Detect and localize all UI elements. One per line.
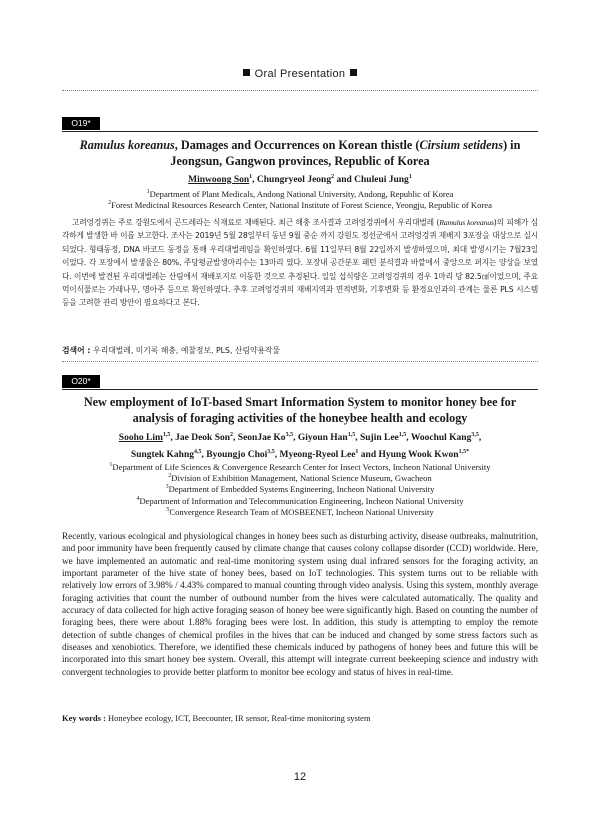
affiliation bbox=[62, 496, 538, 507]
section-header bbox=[0, 68, 600, 80]
keywords-o19 bbox=[62, 345, 538, 357]
author-name: Giyoun Han bbox=[297, 433, 348, 443]
abstract-title-o20: New employment of IoT-based Smart Information System to monitor honey bee for analysis of foraging activities of the honeybee health and ecology bbox=[83, 395, 517, 425]
author-sup: 3,5 bbox=[285, 431, 294, 438]
body-text: 고려엉겅퀴는 주로 강원도에서 곤드레라는 식재료로 재배된다. 최근 해충 조사결과 고려엉겅퀴에서 우리대벌레 ( bbox=[72, 218, 440, 227]
abstract-title-o19 bbox=[62, 137, 538, 169]
affiliation-sup: 5 bbox=[166, 506, 170, 513]
affiliation bbox=[62, 200, 538, 211]
square-bullet-icon bbox=[243, 69, 250, 76]
author-name: Chuleui Jung bbox=[354, 175, 409, 185]
affiliation-sup: 1 bbox=[109, 462, 113, 469]
author-line: Sungtek Kahng$^{4,5}$, Byoungjo Choi$^{3,5}$, Myeong-Ryeol Lee$^1$ and Hyung Wook Kwon$^{1,5*}$ bbox=[130, 448, 470, 460]
author-sup: 2 bbox=[331, 173, 335, 180]
title-species: Ramulus koreanus bbox=[79, 138, 175, 152]
page-number: 12 bbox=[293, 771, 307, 783]
author-name: Hyung Wook Kwon bbox=[378, 450, 459, 460]
affiliations-o19 bbox=[62, 189, 538, 211]
author-sup: 1,5 bbox=[347, 431, 356, 438]
body-species: Ramulus koreanus bbox=[439, 218, 494, 227]
affiliation bbox=[62, 462, 538, 473]
affiliation-sup: 3 bbox=[165, 484, 169, 491]
author-sup: 2 bbox=[230, 431, 234, 438]
affiliation bbox=[62, 484, 538, 495]
author-name: Minwoong Son bbox=[188, 175, 250, 185]
abstract-badge-o20: O20* bbox=[62, 375, 100, 388]
author-sup: 4,5 bbox=[194, 448, 202, 455]
affiliation-text: Department of Life Sciences & Convergence Research Center for Insect Vectors, Incheon National University bbox=[112, 462, 491, 472]
author-separator: , bbox=[252, 175, 257, 185]
body-text: )의 피해가 심각하게 발생한 바 이를 보고한다. 조사는 2019년 5월 28일부터 동년 9월 중순 까지 강원도 정선군에서 고려엉겅퀴 재배지 3포장을 대상으로 실시되었다. 형태동정, DNA 바코드 동정을 통해 우리대벌레임을 확인하였다. 6월 11일부터 8월 22일까지 발생하였으며, 최대 발생시기는 7월23일 이었다. 각 포장에서 발생율은 80%, 주당평균발생마리수는 13마리 였다. 포장내 공간분포 패턴 분석결과 바깥에서 중앙으로 퍼지는 양상을 보였다. 이번에 발견된 우리대벌레는 산림에서 재배포지로 이동한 것으로 추정된다. 일일 섭식량은 고려엉겅퀴의 경우 1마리 당 82.5㎠이었으며, 주요 먹이식물로는 가래나무, 명아주 등으로 확인하였다. 추후 고려엉겅퀴의 재배지역과 면적변화, 기후변화 등 환경요인과의 관계는 물론 PLS 시스템 등을 고려한 관리 방안이 필요하다고 본다. bbox=[62, 218, 539, 308]
keywords-text: Honeybee ecology, ICT, Beecounter, IR sensor, Real-time monitoring system bbox=[108, 713, 371, 723]
author-name: Woochul Kang bbox=[410, 433, 472, 443]
title-text: , Damages and Occurrences on Korean thistle ( bbox=[174, 138, 420, 152]
keywords-o20 bbox=[62, 712, 538, 724]
affiliation bbox=[62, 473, 538, 484]
author-name: Sooho Lim bbox=[118, 433, 163, 443]
abstract-divider-o20 bbox=[62, 389, 538, 390]
affiliation bbox=[62, 189, 538, 200]
affiliation-sup: 2 bbox=[108, 200, 112, 207]
author-name: Byoungjo Choi bbox=[206, 450, 268, 460]
affiliation-sup: 1 bbox=[146, 189, 150, 196]
keywords-label: Key words : bbox=[62, 713, 109, 723]
keywords-text: 우리대벌레, 미기록 해충, 예찰정보, PLS, 산림약용작물 bbox=[93, 346, 281, 355]
author-sup: 1,5 bbox=[162, 431, 171, 438]
section-divider bbox=[62, 361, 538, 362]
affiliation bbox=[62, 507, 538, 518]
affiliation-text: Department of Information and Telecommunication Engineering, Incheon National University bbox=[139, 495, 464, 506]
abstract-body-o20: Recently, various ecological and physiological changes in honey bees such as disturbing activity, disease outbreaks, malnutrition, and poor immunity have been frequently caused by climate change that causes colony collapse disorder (CCD) worldwide. Here, we have implemented an automatic and real-time monitoring system using dual infrared sensors for the foraging activity, an important parameter of the hive state of honey bees, based on IoT technologies. This system turns out to be reliable with relatively low errors of 3.98% / 4.43% compared to manual counting through video analysis. Using this system, monthly average foraging activities that count the number of outbound number from the hives were calculated automatically. The quality and accuracy of data collected for high active foraging season of honey bee were significantly high. Based on counting the number of foraging bees, there were about 1.88% foraging bees were lost. In addition, this study is attempting to employ the remote detection of subtle changes of chemical profiles in the hives that can be induced and changed by some stress factors such as diseases and xenobiotics. Therefore, we identified these chemicals induced by pathogens of honey bees and future this will be incorporated into this smart honey bee system. Overall, this attempt will integrate current beekeeping science and industry with convergent technologies to provide better platform to monitor bee ecology and status of hives in real-time. bbox=[62, 531, 538, 677]
author-name: Chungryeol Jeong bbox=[256, 175, 332, 185]
square-bullet-icon bbox=[350, 69, 357, 76]
author-name: Sungtek Kahng bbox=[130, 450, 195, 460]
affiliation-text: Department of Plant Medicals, Andong National University, Andong, Republic of Korea bbox=[149, 189, 454, 199]
author-sup: 1 bbox=[249, 173, 253, 180]
affiliation-sup: 2 bbox=[168, 473, 172, 480]
author-sup: 1,5 bbox=[398, 431, 407, 438]
section-header-label: Oral Presentation bbox=[254, 68, 346, 80]
author-sup: 1 bbox=[355, 448, 359, 455]
affiliation-text: Department of Embedded Systems Engineering, Incheon National University bbox=[168, 484, 435, 495]
author-name: Sujin Lee bbox=[359, 433, 399, 443]
keywords-label: 검색어 : bbox=[62, 346, 94, 355]
author-name: Jae Deok Son bbox=[175, 433, 231, 443]
author-name: SeonJae Ko bbox=[237, 433, 286, 443]
author-list-o20 bbox=[62, 432, 538, 462]
author-sup: 3,5 bbox=[471, 431, 479, 438]
author-line: Sooho Lim$^{1,5}$, Jae Deok Son$^2$, SeonJae Ko$^{3,5}$, Giyoun Han$^{1,5}$, Sujin Lee$^{1,5}$, Woochul Kang$^{3,5}$, bbox=[118, 431, 482, 443]
author-sup: 1 bbox=[408, 173, 412, 180]
author-sup: 3,5 bbox=[267, 448, 275, 455]
abstract-badge-o19: O19* bbox=[62, 117, 100, 130]
title-text: ) in Jeongsun, Gangwon provinces, Republic of Korea bbox=[170, 138, 521, 168]
abstract-body-o19 bbox=[62, 216, 538, 310]
affiliation-text: Forest Medicinal Resources Research Center, National Institute of Forest Science, Yeongju, Republic of Korea bbox=[111, 200, 492, 211]
title-host: Cirsium setidens bbox=[419, 138, 504, 152]
author-list-o19 bbox=[62, 174, 538, 187]
affiliations-o20 bbox=[62, 462, 538, 518]
author-separator: and bbox=[334, 175, 355, 185]
affiliation-text: Division of Exhibition Management, National Science Museum, Gwacheon bbox=[171, 473, 432, 484]
abstract-divider-o19 bbox=[62, 131, 538, 132]
affiliation-text: Convergence Research Team of MOSBEENET, Incheon National University bbox=[169, 506, 434, 517]
header-divider bbox=[62, 90, 538, 91]
author-name: Myeong-Ryeol Lee bbox=[279, 450, 356, 460]
affiliation-sup: 4 bbox=[136, 495, 140, 502]
author-sup: 1,5* bbox=[458, 448, 470, 455]
